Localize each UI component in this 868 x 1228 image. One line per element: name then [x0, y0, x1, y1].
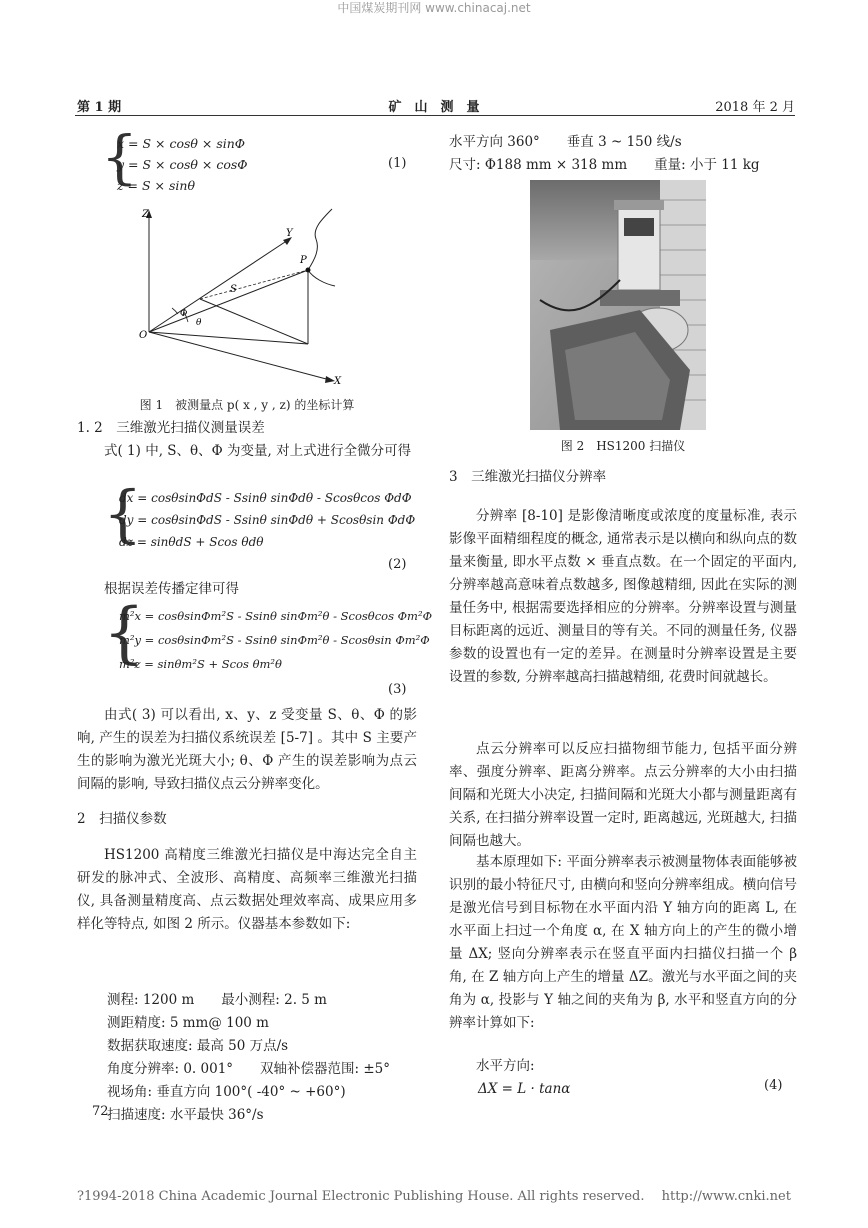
label-s: S [230, 284, 237, 295]
copyright-footer: ?1994-2018 China Academic Journal Electronic Publishing House. All rights reserved. http://www.cnki.net [77, 1189, 791, 1204]
fig2-caption: 图 2 HS1200 扫描仪 [560, 439, 686, 453]
dashed-line [200, 270, 308, 299]
label-p: P [300, 255, 307, 266]
eq3-line-1: m²x = cosθsinΦm²S - Ssinθ sinΦm²θ - Scosθcos Φm²Φ [119, 609, 432, 623]
surface-curve-top [308, 209, 332, 270]
param-scan-speed: 扫描速度: 水平最快 36°/s [107, 1107, 264, 1123]
label-o: O [139, 330, 148, 341]
watermark: 中国煤炭期刊网 www.chinacaj.net [337, 1, 531, 15]
equation-3 [119, 604, 432, 676]
header-rule [75, 115, 795, 116]
scanner-handle [614, 200, 664, 210]
eq2-line-3: dz = sinθdS + Scos θdθ [119, 535, 264, 549]
eq2-line-2: dy = cosθsinΦdS - Ssinθ sinΦdθ + Scosθsin ΦdΦ [119, 513, 416, 527]
eq1-brace: { [101, 123, 138, 191]
eq3-line-3: m²z = sinθm²S + Scos θm²θ [119, 657, 282, 671]
label-x: X [334, 376, 342, 387]
section-2-title: 2 扫描仪参数 [77, 811, 167, 827]
param-field-of-view: 视场角: 垂直方向 100°( -40° ~ +60°) [107, 1084, 346, 1100]
paragraph-after-eq3: 由式( 3) 可以看出, x、y、z 受变量 S、θ、Φ 的影响, 产生的误差为扫描仪系统误差 [5-7] 。其中 S 主要产生的影响为激光光斑大小; θ、Φ 产生的误差影响为点云间隔的影响, 导致扫描仪点云分辨率变化。 [77, 707, 417, 792]
label-phi: Φ [180, 309, 188, 319]
coordinate-figure [130, 204, 360, 394]
section-3-paragraph-3: 基本原理如下: 平面分辨率表示被测量物体表面能够被识别的最小特征尺寸, 由横向和竖向分辨率组成。横向信号是激光信号到目标物在水平面内沿 Y 轴方向的距离 L, 在水平面上扫过一个角度 α, 在 X 轴方向上的产生的微小增量 ΔX; 竖向分辨率表示在竖直平面内扫描仪扫描一个 β 角, 在 Z 轴方向上产生的增量 ΔZ。激光与水平面之间的夹角为 α, 投影与 Y 轴之间的夹角为 β, 水平和竖直方向的分辨率计算如下: [449, 854, 797, 1031]
param-angle-resolution: 角度分辨率: 0. 001° 双轴补偿器范围: ±5° [107, 1061, 391, 1077]
section-3-title: 3 三维激光扫描仪分辨率 [449, 469, 607, 485]
section-3-paragraph-2: 点云分辨率可以反应扫描物细节能力, 包括平面分辨率、强度分辨率、距离分辨率。点云分辨率的大小由扫描间隔和光斑大小决定, 扫描间隔和光斑大小都与测量距离有关系, 在扫描分辨率设置一定时, 距离越远, 光斑越大, 扫描间隔也越大。 [449, 741, 797, 849]
equation-2 [119, 487, 415, 553]
issue-label: 第 1 期 [77, 100, 122, 115]
section-1-2-title: 1. 2 三维激光扫描仪测量误差 [77, 420, 265, 436]
eq2-brace: { [103, 477, 143, 550]
scanner-photo [530, 180, 706, 430]
label-z: Z [142, 209, 149, 220]
label-theta: θ [196, 318, 202, 328]
eq2-number: (2) [388, 557, 407, 572]
fig1-caption: 图 1 被测量点 p( x , y , z) 的坐标计算 [139, 398, 355, 412]
surface-curve-bottom [308, 270, 335, 286]
eq2-line-1: dx = cosθsinΦdS - Ssinθ sinΦdθ - Scosθcos ΦdΦ [119, 491, 412, 505]
journal-name: 矿 山 测 量 [388, 100, 480, 115]
scanner-screen [624, 218, 654, 236]
eq4-number: (4) [764, 1078, 783, 1093]
equation-1 [117, 133, 248, 196]
params-continued [449, 131, 797, 177]
param-range: 测程: 1200 m 最小测程: 2. 5 m [107, 992, 327, 1008]
section-1-2-text: 式( 1) 中, S、θ、Φ 为变量, 对上式进行全微分可得 [104, 443, 412, 459]
page-number: 72 [92, 1104, 109, 1119]
issue-date: 2018 年 2 月 [715, 100, 795, 115]
section-2-text: HS1200 高精度三维激光扫描仪是中海达完全自主研发的脉冲式、全波形、高精度、高频率三维激光扫描仪, 具备测量精度高、点云数据处理效率高、成果应用多样化等特点, 如图 2 所示。仪器基本参数如下: [77, 847, 417, 932]
eq1-line-x: x = S × cosθ × sinΦ [117, 136, 246, 151]
param-speed: 数据获取速度: 最高 50 万点/s [107, 1038, 289, 1054]
section-3-paragraph-1: 分辨率 [8-10] 是影像清晰度或浓度的度量标准, 表示影像平面精细程度的概念, 通常表示是以横向和纵向点的数量来衡量, 即水平点数 × 垂直点数。在一个固定的平面内, 分辨率越高意味着点数越多, 图像越精细, 因此在实际的测量任务中, 根据需要选择相应的分辨率。分辨率设置与测量目标距离的远近、测量目的等有关。不同的测量任务, 仪器参数的设置也有一定的差异。在测量时分辨率设置是主要设置的参数, 分辨率越高扫描越精细, 花费时间就越长。 [449, 508, 797, 685]
eq3-line-2: m²y = cosθsinΦm²S - Ssinθ sinΦm²θ - Scosθsin Φm²Φ [119, 633, 430, 647]
scanner-base [600, 290, 680, 306]
eq3-brace: { [103, 594, 145, 671]
param-accuracy: 测距精度: 5 mm@ 100 m [107, 1015, 269, 1031]
phi-arc [172, 308, 178, 314]
horizontal-direction-label: 水平方向: [476, 1058, 535, 1074]
eq1-line-y: y = S × cosθ × cosΦ [117, 157, 248, 172]
eq1-line-z: z = S × sinθ [117, 178, 195, 193]
param-horizontal: 水平方向 360° 垂直 3 ~ 150 线/s [449, 134, 682, 150]
eq1-number: (1) [388, 156, 407, 171]
point-p [306, 268, 311, 273]
equation-4: ΔX = L · tanα [478, 1081, 571, 1097]
error-law-text: 根据误差传播定律可得 [104, 581, 239, 597]
label-y: Y [286, 228, 293, 239]
param-size-weight: 尺寸: Φ188 mm × 318 mm 重量: 小于 11 kg [449, 157, 760, 173]
eq3-number: (3) [388, 682, 407, 697]
parameter-list [107, 989, 427, 1127]
